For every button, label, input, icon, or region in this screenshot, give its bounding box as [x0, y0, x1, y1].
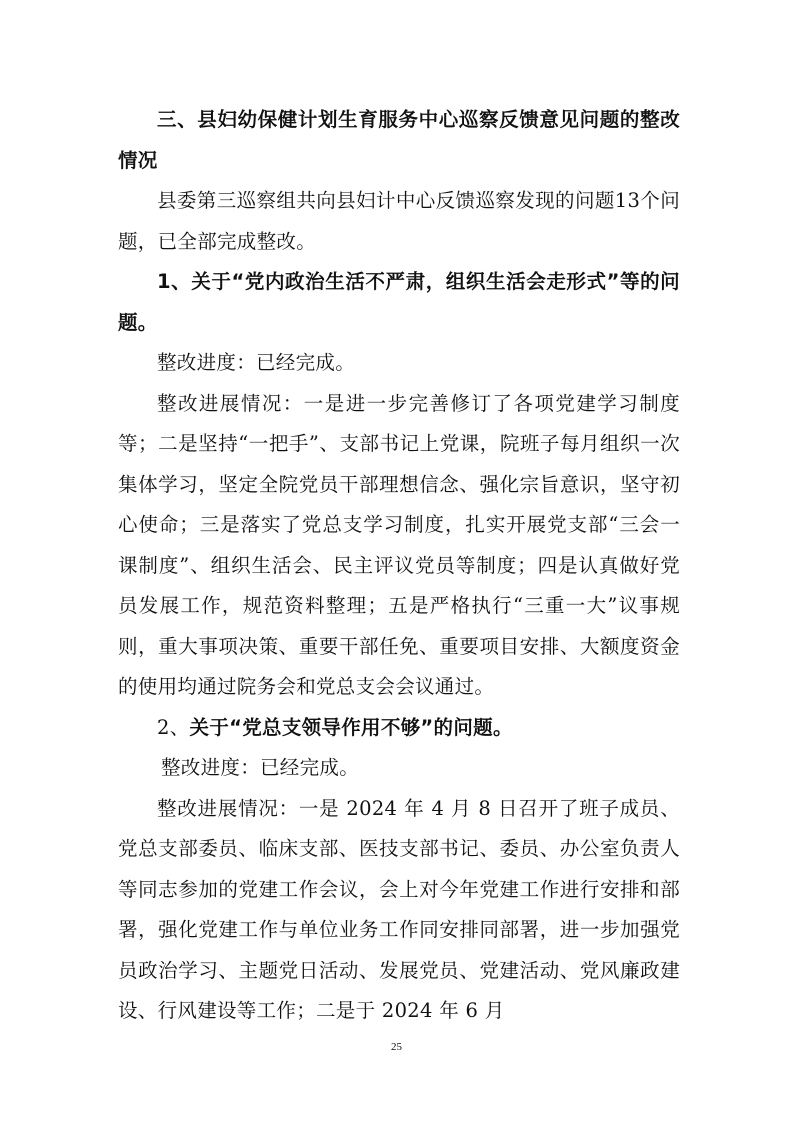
item-2-progress: 整改进度：已经完成。 [161, 756, 360, 779]
item-1-heading [118, 262, 680, 343]
item-2-heading-main: 关于“党总支领导作用不够”的问题。 [189, 715, 513, 739]
intro-paragraph: 县委第三巡察组共向县妇计中心反馈巡察发现的问题13个问题，已全部完成整改。 [118, 189, 680, 253]
section-heading: 三、县妇幼保健计划生育服务中心巡察反馈意见问题的整改情况 [118, 108, 680, 172]
item-2-heading-prefix: 2、 [157, 715, 190, 739]
item-1-heading-main: “党内政治生活不严肃，组织生活会走形式”等的问题。 [118, 270, 680, 334]
document-body [118, 100, 680, 1032]
page-number: 25 [391, 1041, 402, 1053]
item-1-progress: 整改进度：已经完成。 [157, 351, 356, 374]
item-2-details: 整改进展情况：一是 2024 年 4 月 8 日召开了班子成员、党总支部委员、临床支部、医技支部书记、委员、办公室负责人等同志参加的党建工作会议，会上对今年党建工作进行安排和部署，强化党建工作与单位业务工作同安排同部署，进一步加强党员政治学习、主题党日活动、发展党员、党建活动、党风廉政建设、行风建设等工作；二是于 2024 年 6 月 [118, 796, 680, 1022]
item-1-heading-prefix: 1、关于 [157, 270, 232, 293]
item-2-heading [118, 708, 680, 749]
item-1-details: 整改进展情况：一是进一步完善修订了各项党建学习制度等；二是坚持“一把手”、支部书记上党课，院班子每月组织一次集体学习，坚定全院党员干部理想信念、强化宗旨意识，坚守初心使命；三是落实了党总支学习制度，扎实开展党支部“三会一课制度”、组织生活会、民主评议党员等制度；四是认真做好党员发展工作，规范资料整理；五是严格执行“三重一大”议事规则，重大事项决策、重要干部任免、重要项目安排、大额度资金的使用均通过院务会和党总支会会议通过。 [118, 391, 680, 698]
